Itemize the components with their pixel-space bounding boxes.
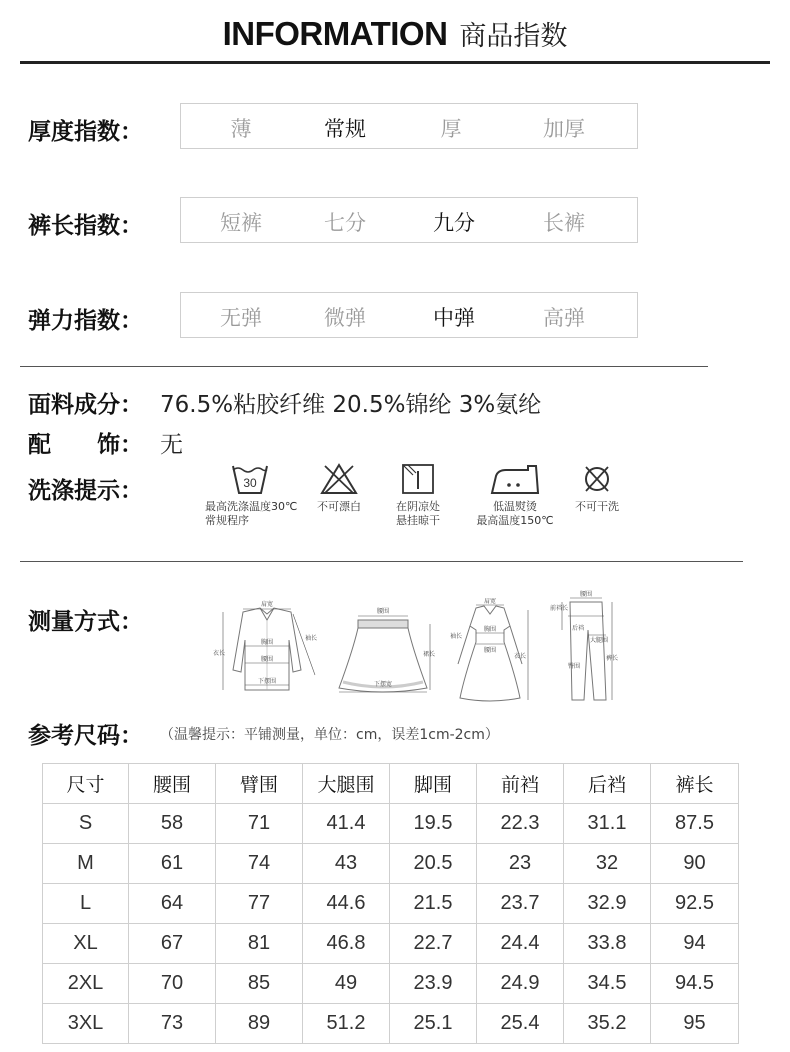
accessory-value: 无	[160, 432, 183, 458]
dress-sleeve-label: 袖长	[450, 633, 463, 640]
elasticity-option: 高弹	[543, 306, 585, 330]
table-row	[43, 884, 739, 924]
table-row	[43, 1004, 739, 1044]
header-cell: 尺寸	[43, 764, 129, 804]
table-cell: 33.8	[564, 924, 651, 964]
fabric-label: 面料成分：	[28, 392, 143, 418]
length-scale	[180, 197, 638, 243]
care-caption	[304, 500, 374, 514]
elasticity-label: 弹力指数：	[28, 308, 143, 334]
shirt-chest-label: 胸围	[260, 639, 274, 646]
dress-shoulder-label: 肩宽	[483, 598, 497, 605]
thickness-option: 薄	[230, 117, 252, 141]
care-caption-line: 不可干洗	[575, 500, 619, 513]
table-cell: 32.9	[564, 884, 651, 924]
header-cell: 大腿围	[303, 764, 390, 804]
pants-back-rise-label: 后裆	[572, 625, 585, 632]
thickness-option: 厚	[440, 117, 462, 141]
table-cell: 61	[129, 844, 216, 884]
table-cell: 70	[129, 964, 216, 1004]
fabric-value: 76.5%粘胶纤维 20.5%锦纶 3%氨纶	[160, 392, 542, 418]
care-caption-line: 悬挂晾干	[396, 514, 440, 527]
skirt-waist-label: 腰围	[376, 608, 390, 615]
table-row	[43, 804, 739, 844]
pants-measure-diagram	[548, 590, 618, 708]
table-cell: 22.7	[390, 924, 477, 964]
size-cell: 2XL	[43, 964, 129, 1004]
shirt-waist-label: 腰围	[260, 656, 274, 663]
table-cell: 67	[129, 924, 216, 964]
header-cell: 前裆	[477, 764, 564, 804]
title-en: INFORMATION	[222, 15, 448, 52]
table-cell: 34.5	[564, 964, 651, 1004]
table-cell: 77	[216, 884, 303, 924]
dress-chest-label: 胸围	[483, 626, 497, 633]
elasticity-option-selected: 中弹	[433, 306, 475, 330]
header-cell: 脚围	[390, 764, 477, 804]
thickness-option: 加厚	[543, 117, 585, 141]
table-cell: 43	[303, 844, 390, 884]
table-cell: 23	[477, 844, 564, 884]
table-cell: 20.5	[390, 844, 477, 884]
section-divider	[20, 366, 708, 367]
care-item-dryclean	[568, 462, 626, 514]
table-row	[43, 844, 739, 884]
care-label: 洗涤提示：	[28, 478, 143, 504]
size-ref-label: 参考尺码：	[28, 723, 143, 749]
table-cell: 23.9	[390, 964, 477, 1004]
wash-30-icon	[230, 462, 270, 496]
table-row	[43, 964, 739, 1004]
care-caption-line: 最高温度150℃	[476, 514, 554, 527]
table-cell: 31.1	[564, 804, 651, 844]
thickness-scale	[180, 103, 638, 149]
shirt-length-label: 衣长	[213, 650, 226, 657]
shirt-sleeve-label: 袖长	[305, 635, 318, 642]
thickness-option-selected: 常规	[324, 117, 366, 141]
length-option: 长裤	[543, 211, 585, 235]
care-caption	[205, 500, 298, 528]
shirt-hem-label: 下摆围	[257, 678, 277, 685]
table-cell: 49	[303, 964, 390, 1004]
table-cell: 95	[651, 1004, 739, 1044]
care-caption-line: 在阴凉处	[396, 500, 440, 513]
line-dry-shade-icon	[398, 462, 438, 496]
pants-hip-label: 臀围	[568, 663, 581, 670]
table-cell: 71	[216, 804, 303, 844]
table-cell: 94	[651, 924, 739, 964]
length-option: 短裤	[220, 211, 262, 235]
shirt-shoulder-label: 肩宽	[260, 601, 274, 608]
thickness-label: 厚度指数：	[28, 119, 143, 145]
pants-thigh-label: 大腿围	[590, 637, 609, 644]
care-item-dry	[385, 462, 451, 528]
size-cell: S	[43, 804, 129, 844]
dress-measure-diagram	[448, 598, 533, 708]
pants-length-label: 裤长	[606, 655, 618, 662]
table-cell: 24.4	[477, 924, 564, 964]
table-cell: 92.5	[651, 884, 739, 924]
length-label: 裤长指数：	[28, 213, 143, 239]
table-cell: 89	[216, 1004, 303, 1044]
table-cell: 32	[564, 844, 651, 884]
size-ref-note: （温馨提示：平铺测量，单位：cm，误差1cm-2cm）	[160, 727, 499, 743]
size-cell: L	[43, 884, 129, 924]
care-caption-line: 常规程序	[205, 514, 249, 527]
care-item-iron	[465, 462, 565, 528]
table-cell: 21.5	[390, 884, 477, 924]
table-row	[43, 924, 739, 964]
page-header	[0, 14, 790, 53]
table-cell: 73	[129, 1004, 216, 1044]
table-cell: 25.4	[477, 1004, 564, 1044]
table-cell: 44.6	[303, 884, 390, 924]
care-caption	[385, 500, 451, 528]
elasticity-scale	[180, 292, 638, 338]
wash-temp: 30	[243, 476, 257, 490]
care-caption-line: 最高洗涤温度30℃	[205, 500, 298, 513]
care-caption	[568, 500, 626, 514]
section-divider	[20, 561, 743, 562]
table-cell: 24.9	[477, 964, 564, 1004]
no-dry-clean-icon	[577, 462, 617, 496]
table-cell: 94.5	[651, 964, 739, 1004]
pants-waist-label: 腰围	[579, 591, 593, 598]
table-cell: 19.5	[390, 804, 477, 844]
size-table-header	[43, 764, 739, 804]
length-option-selected: 九分	[433, 211, 475, 235]
care-caption-line: 低温熨烫	[493, 500, 537, 513]
table-cell: 81	[216, 924, 303, 964]
table-cell: 25.1	[390, 1004, 477, 1044]
header-cell: 臂围	[216, 764, 303, 804]
dress-waist-label: 腰围	[483, 647, 497, 654]
size-table	[42, 763, 739, 1044]
table-cell: 22.3	[477, 804, 564, 844]
skirt-hem-label: 下摆宽	[373, 681, 393, 688]
table-cell: 74	[216, 844, 303, 884]
iron-low-icon	[488, 462, 542, 496]
header-divider	[20, 61, 770, 64]
elasticity-option: 微弹	[324, 306, 366, 330]
table-cell: 23.7	[477, 884, 564, 924]
elasticity-option: 无弹	[220, 306, 262, 330]
dress-length-label: 衣长	[514, 653, 527, 660]
table-cell: 90	[651, 844, 739, 884]
care-caption	[465, 500, 565, 528]
skirt-length-label: 裙长	[423, 651, 436, 658]
title-cn: 商品指数	[459, 21, 568, 52]
accessory-label: 配 饰：	[28, 432, 143, 458]
measure-label: 测量方式：	[28, 609, 143, 635]
size-cell: M	[43, 844, 129, 884]
header-cell: 腰围	[129, 764, 216, 804]
size-cell: 3XL	[43, 1004, 129, 1044]
table-cell: 87.5	[651, 804, 739, 844]
length-option: 七分	[324, 211, 366, 235]
skirt-measure-diagram	[333, 600, 438, 705]
table-cell: 51.2	[303, 1004, 390, 1044]
table-cell: 85	[216, 964, 303, 1004]
care-item-wash	[205, 462, 298, 528]
header-cell: 后裆	[564, 764, 651, 804]
header-cell: 裤长	[651, 764, 739, 804]
care-caption-line: 不可漂白	[317, 500, 361, 513]
shirt-measure-diagram	[205, 600, 330, 705]
table-cell: 58	[129, 804, 216, 844]
no-bleach-icon	[319, 462, 359, 496]
pants-front-rise-label: 前裆长	[550, 605, 569, 612]
table-cell: 64	[129, 884, 216, 924]
table-cell: 46.8	[303, 924, 390, 964]
care-item-bleach	[304, 462, 374, 514]
table-cell: 41.4	[303, 804, 390, 844]
size-cell: XL	[43, 924, 129, 964]
table-cell: 35.2	[564, 1004, 651, 1044]
